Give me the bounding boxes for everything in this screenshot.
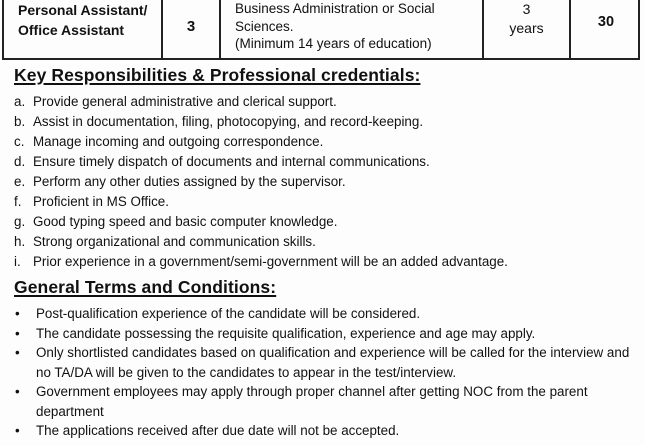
list-item: • Only shortlisted candidates based on qualification and experience will be called for the interview and no TA/DA will be given to the candidates to appear in the test/interview. xyxy=(15,345,630,380)
experience-cell xyxy=(484,0,569,38)
bullet-icon: • xyxy=(15,345,20,360)
list-item: a. Provide general administrative and clerical support. xyxy=(14,94,337,109)
bullet-icon: • xyxy=(15,384,20,399)
list-item: • The candidate possessing the requisite qualification, experience and age may apply. xyxy=(6,324,636,344)
terms-list xyxy=(6,304,636,441)
experience-value: 3 xyxy=(522,1,531,17)
list-item: d. Ensure timely dispatch of documents and internal communications. xyxy=(14,154,430,169)
bullet-icon: • xyxy=(15,325,20,341)
list-item: • Post-qualification experience of the candidate will be considered. xyxy=(6,304,636,324)
qualification-line: Business Administration or Social xyxy=(235,1,435,16)
experience-unit: years xyxy=(509,20,544,36)
list-item: • The applications received after due date will not be accepted. xyxy=(6,421,636,441)
qualification-line: (Minimum 14 years of education) xyxy=(235,36,432,51)
bullet-icon: • xyxy=(15,423,20,438)
terms-heading: General Terms and Conditions: xyxy=(14,277,277,297)
post-title: Personal Assistant/ Office Assistant xyxy=(18,2,148,38)
job-table-row xyxy=(2,0,640,60)
list-item: • Government employees may apply through proper channel after getting NOC from the parent department xyxy=(15,384,588,419)
list-item: f. Proficient in MS Office. xyxy=(14,194,169,209)
list-item: g. Good typing speed and basic computer knowledge. xyxy=(14,214,338,229)
list-item: b. Assist in documentation, filing, photocopying, and record-keeping. xyxy=(14,114,424,129)
list-item: i. Prior experience in a government/semi-government will be an added advantage. xyxy=(14,254,508,269)
bullet-icon: • xyxy=(15,306,20,321)
column-divider xyxy=(219,0,221,58)
qualification-cell xyxy=(235,0,485,60)
responsibilities-list xyxy=(14,92,508,272)
qualification-line: Sciences. xyxy=(235,18,294,34)
list-item: e. Perform any other duties assigned by the supervisor. xyxy=(14,174,346,189)
list-item: c. Manage incoming and outgoing correspondence. xyxy=(14,134,324,149)
responsibilities-heading: Key Responsibilities & Professional credentials: xyxy=(14,65,421,85)
number-of-posts: 3 xyxy=(186,18,196,35)
column-divider xyxy=(161,0,163,58)
age-limit: 30 xyxy=(597,14,615,30)
list-item: h. Strong organizational and communication skills. xyxy=(14,234,316,249)
